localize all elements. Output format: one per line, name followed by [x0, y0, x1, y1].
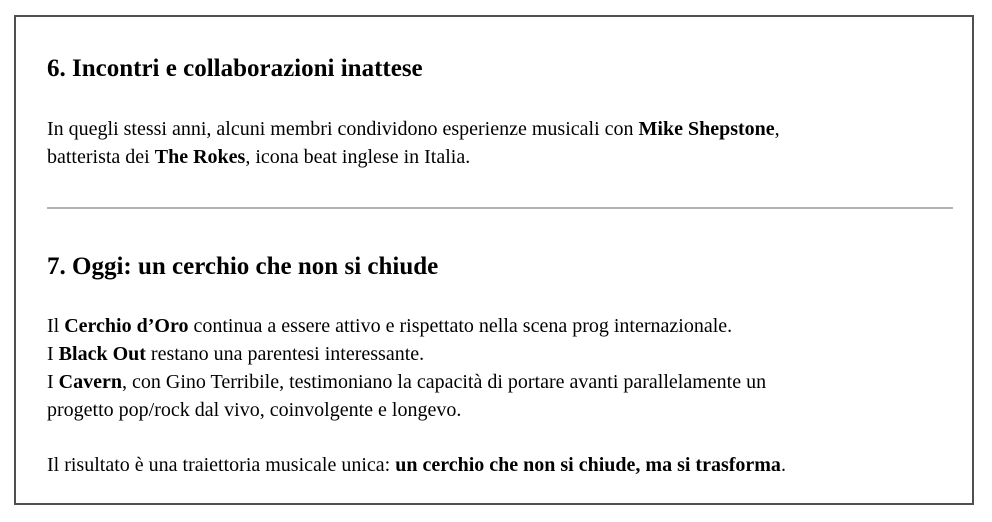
section-7-paragraph-1 [47, 312, 766, 424]
section-7-heading: 7. Oggi: un cerchio che non si chiude [47, 253, 439, 280]
article-frame [14, 15, 974, 505]
bold-conclusion: un cerchio che non si chiude, ma si trasforma [395, 454, 781, 476]
text-segment: Il [47, 315, 65, 337]
section-7-line-4: progetto pop/rock dal vivo, coinvolgente e longevo. [47, 399, 462, 421]
section-7-paragraph-2 [47, 451, 786, 479]
section-6-line-2 [47, 143, 780, 171]
text-segment: In quegli stessi anni, alcuni membri condividono esperienze musicali con [47, 118, 639, 140]
section-divider [47, 207, 953, 209]
text-segment: restano una parentesi interessante. [145, 343, 425, 365]
text-segment: continua a essere attivo e rispettato nella scena prog internazionale. [188, 315, 733, 337]
section-6-heading: 6. Incontri e collaborazioni inattese [47, 55, 423, 82]
text-segment: , con Gino Terribile, testimoniano la capacità di portare avanti parallelamente un [122, 371, 767, 393]
text-segment: I [47, 343, 59, 365]
bold-name-black-out: Black Out [58, 343, 146, 365]
section-6-line-1 [47, 115, 780, 143]
text-segment: Il risultato è una traiettoria musicale unica: [47, 454, 396, 476]
text-segment: , icona beat inglese in Italia. [245, 146, 471, 168]
text-segment: , [774, 118, 780, 140]
text-segment: I [47, 371, 59, 393]
section-7-line-3 [47, 368, 766, 396]
section-7-result-line [47, 451, 786, 479]
section-6-paragraph [47, 115, 780, 171]
section-7-line-2 [47, 340, 766, 368]
bold-name-mike-shepstone: Mike Shepstone [638, 118, 775, 140]
bold-name-cavern: Cavern [58, 371, 122, 393]
bold-name-cerchio-doro: Cerchio d’Oro [64, 315, 189, 337]
text-segment: . [780, 454, 786, 476]
section-7-line-1 [47, 312, 766, 340]
bold-name-the-rokes: The Rokes [154, 146, 246, 168]
text-segment: batterista dei [47, 146, 155, 168]
